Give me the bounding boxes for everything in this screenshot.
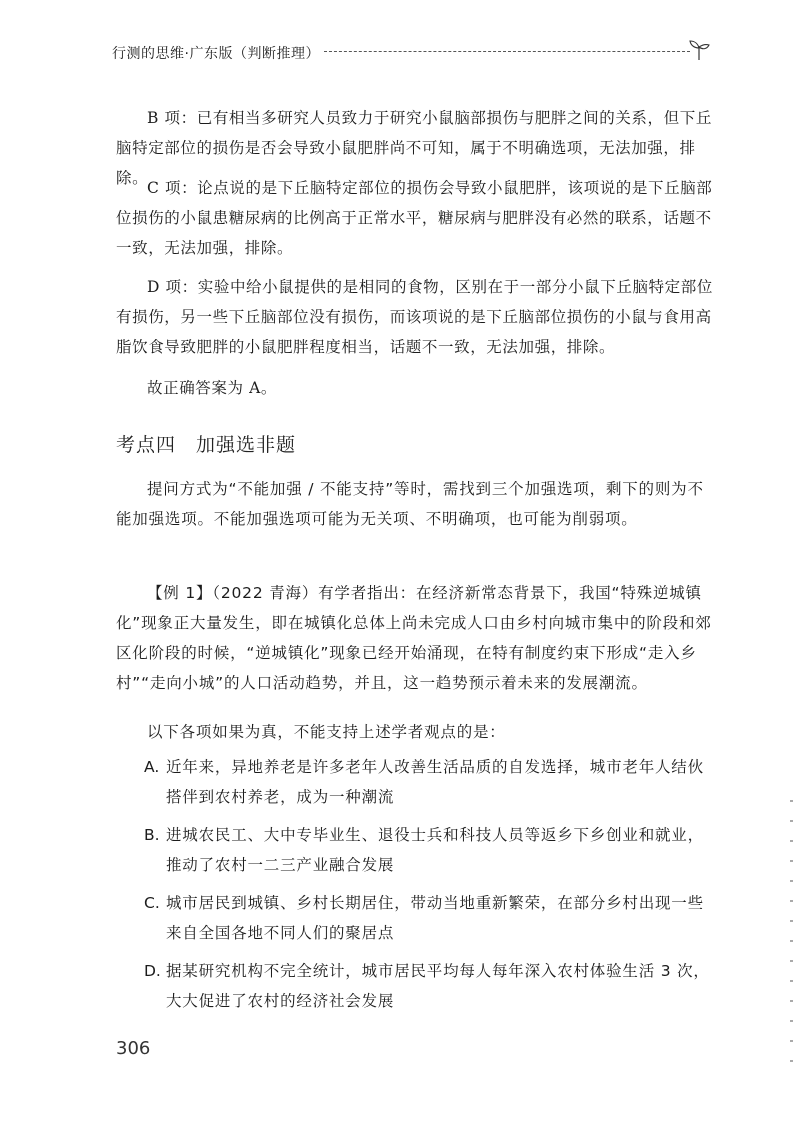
sprout-icon bbox=[686, 36, 712, 66]
example-stem-paragraph bbox=[116, 578, 716, 698]
option-letter: D. bbox=[144, 962, 161, 980]
example-stem: 有学者指出：在经济新常态背景下，我国“特殊逆城镇化”现象正大量发生，即在城镇化总体上尚未完成人口由乡村向城市集中的阶段和郊区化阶段的时候，“逆城镇化”现象已经开始涌现，在特有制度约束下形成“走入乡村”“走向小城”的人口活动趋势，并且，这一趋势预示着未来的发展潮流。 bbox=[116, 584, 712, 692]
option-a bbox=[144, 752, 720, 812]
header-title: 行测的思维·广东版（判断推理） bbox=[112, 46, 320, 62]
analysis-conclusion: 故正确答案为 A。 bbox=[147, 379, 278, 397]
option-text: 城市居民到城镇、乡村长期居住，带动当地重新繁荣，在部分乡村出现一些来自全国各地不同人们的聚居点 bbox=[166, 894, 704, 942]
example-tag: 【例 1】 bbox=[147, 584, 213, 602]
option-letter: B. bbox=[144, 826, 160, 844]
option-text: 据某研究机构不完全统计，城市居民平均每人每年深入农村体验生活 3 次，大大促进了农村的经济社会发展 bbox=[166, 962, 710, 1010]
option-c bbox=[144, 888, 720, 948]
analysis-option-d: D 项：实验中给小鼠提供的是相同的食物，区别在于一部分小鼠下丘脑特定部位有损伤，另一些下丘脑部位没有损伤，而该项说的是下丘脑部位损伤的小鼠与食用高脂饮食导致肥胖的小鼠肥胖程度相当，话题不一致，无法加强，排除。 bbox=[116, 278, 713, 356]
analysis-option-b: B 项：已有相当多研究人员致力于研究小鼠脑部损伤与肥胖之间的关系，但下丘脑特定部位的损伤是否会导致小鼠肥胖尚不可知，属于不明确选项，无法加强，排除。 bbox=[116, 109, 712, 187]
running-header bbox=[112, 36, 712, 66]
scan-edge-marks bbox=[790, 800, 794, 1100]
example-source: （2022 青海） bbox=[212, 584, 319, 602]
option-text: 进城农民工、大中专毕业生、退役士兵和科技人员等返乡下乡创业和就业，推动了农村一二三产业融合发展 bbox=[166, 826, 704, 874]
option-b bbox=[144, 820, 720, 880]
example-question bbox=[116, 578, 716, 698]
section-title: 考点四 加强选非题 bbox=[116, 434, 297, 456]
header-divider bbox=[324, 51, 690, 52]
option-letter: A. bbox=[144, 758, 160, 776]
page-number: 306 bbox=[116, 1038, 151, 1059]
option-d bbox=[144, 956, 720, 1016]
option-letter: C. bbox=[144, 894, 160, 912]
analysis-option-c: C 项：论点说的是下丘脑特定部位的损伤会导致小鼠肥胖，该项说的是下丘脑部位损伤的小鼠患糖尿病的比例高于正常水平，糖尿病与肥胖没有必然的联系，话题不一致，无法加强，排除。 bbox=[116, 179, 713, 257]
answer-options bbox=[144, 752, 720, 1024]
question-prompt: 以下各项如果为真，不能支持上述学者观点的是： bbox=[147, 723, 506, 741]
option-text: 近年来，异地养老是许多老年人改善生活品质的自发选择，城市老年人结伙搭伴到农村养老，成为一种潮流 bbox=[166, 758, 704, 806]
section-intro: 提问方式为“不能加强 / 不能支持”等时，需找到三个加强选项，剩下的则为不能加强选项。不能加强选项可能为无关项、不明确项，也可能为削弱项。 bbox=[116, 480, 704, 528]
